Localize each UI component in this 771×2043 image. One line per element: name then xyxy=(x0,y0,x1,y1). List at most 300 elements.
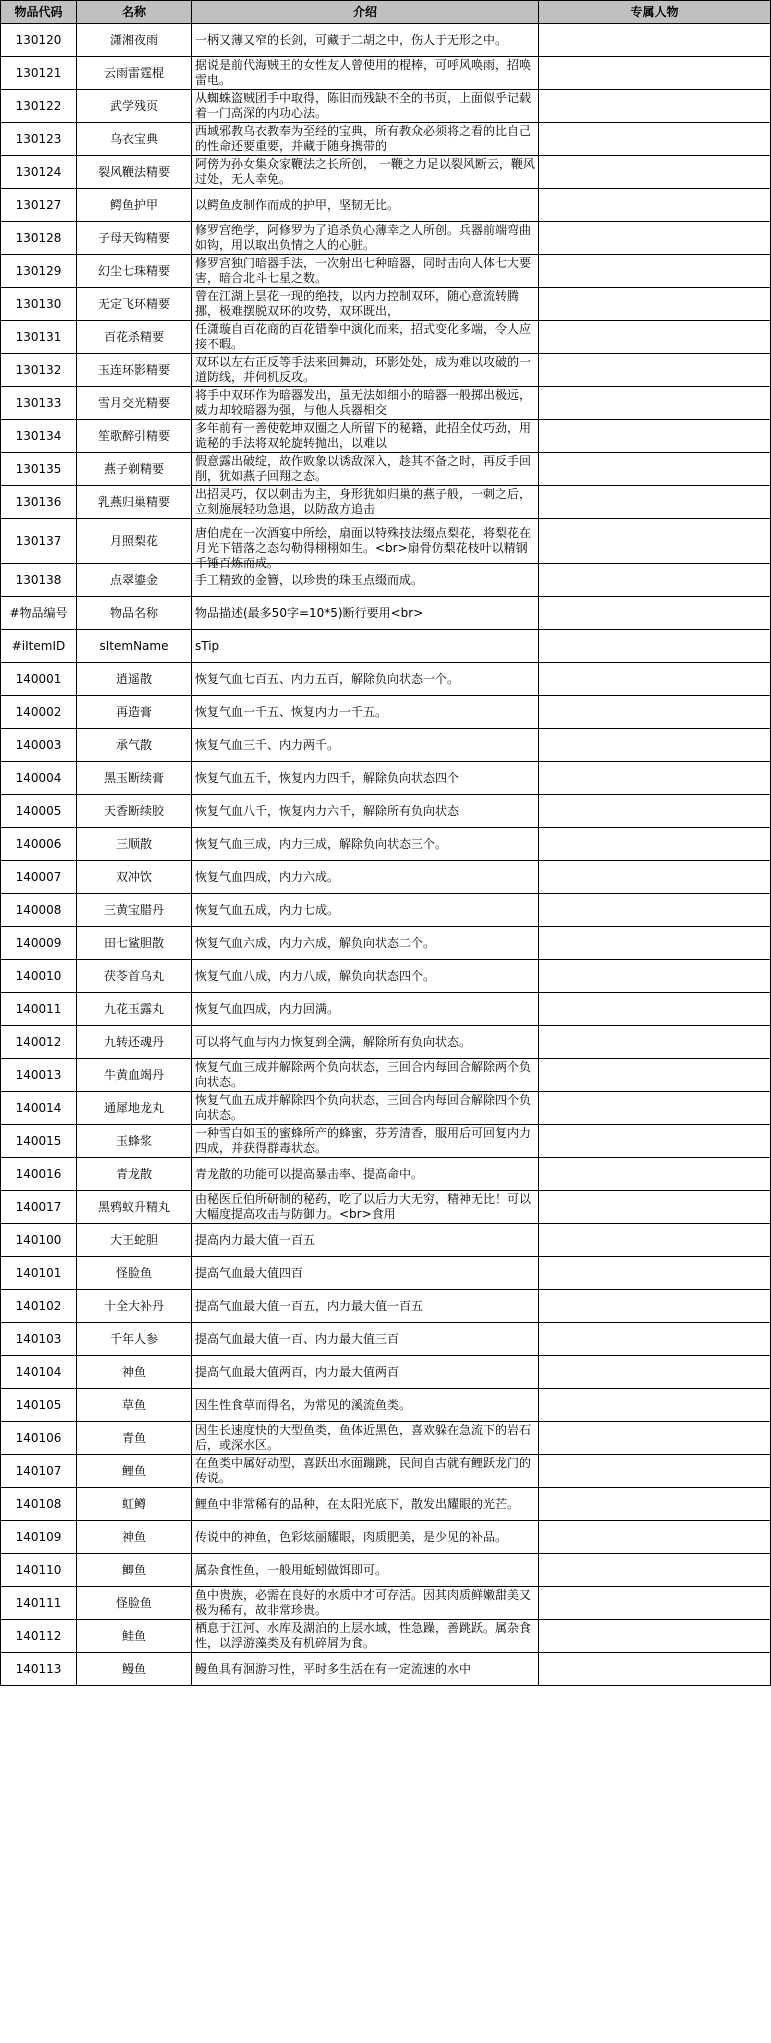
header-row xyxy=(1,1,771,24)
cell-item-name[interactable]: 乌衣宝典 xyxy=(77,123,192,156)
cell-item-name[interactable]: 茯苓首乌丸 xyxy=(77,960,192,993)
cell-item-code[interactable]: 140009 xyxy=(1,927,77,960)
table-row[interactable] xyxy=(1,894,771,927)
cell-item-name[interactable]: 鲫鱼 xyxy=(77,1554,192,1587)
table-row[interactable] xyxy=(1,288,771,321)
cell-item-description-text: 恢复气血八成，内力八成，解负向状态四个。 xyxy=(195,968,436,983)
cell-item-description[interactable] xyxy=(192,795,539,828)
cell-item-description[interactable] xyxy=(192,486,539,519)
cell-item-code[interactable]: 140100 xyxy=(1,1224,77,1257)
cell-exclusive-character[interactable] xyxy=(539,519,771,564)
cell-exclusive-character[interactable] xyxy=(539,861,771,894)
cell-item-name[interactable]: 千年人参 xyxy=(77,1323,192,1356)
cell-item-description[interactable] xyxy=(192,1323,539,1356)
cell-item-name[interactable]: 大王蛇胆 xyxy=(77,1224,192,1257)
cell-item-name[interactable]: 月照梨花 xyxy=(77,519,192,564)
cell-item-name[interactable]: 三黄宝腊丹 xyxy=(77,894,192,927)
table-row[interactable] xyxy=(1,123,771,156)
cell-exclusive-character[interactable] xyxy=(539,1356,771,1389)
table-row[interactable] xyxy=(1,1059,771,1092)
cell-item-code[interactable]: 140001 xyxy=(1,663,77,696)
table-row[interactable] xyxy=(1,1257,771,1290)
cell-item-description[interactable] xyxy=(192,1290,539,1323)
cell-exclusive-character[interactable] xyxy=(539,927,771,960)
cell-exclusive-character[interactable] xyxy=(539,255,771,288)
cell-item-description-text: 恢复气血六成，内力六成，解负向状态二个。 xyxy=(195,935,436,950)
cell-item-code[interactable]: 130133 xyxy=(1,387,77,420)
table-row[interactable] xyxy=(1,90,771,123)
cell-item-description-text: 唐伯虎在一次酒宴中所绘，扇面以特殊技法缀点梨花，将梨花在月光下错落之态勾勒得栩栩如生。<br>扇骨仿梨花枝叶以精钢千锤百炼而成。 xyxy=(195,526,532,570)
cell-item-name[interactable]: 神鱼 xyxy=(77,1521,192,1554)
cell-item-description[interactable] xyxy=(192,1620,539,1653)
table-row[interactable] xyxy=(1,1026,771,1059)
cell-item-description[interactable] xyxy=(192,894,539,927)
cell-exclusive-character[interactable] xyxy=(539,354,771,387)
table-row[interactable] xyxy=(1,1488,771,1521)
cell-item-code[interactable]: 140011 xyxy=(1,993,77,1026)
cell-item-code[interactable]: 140110 xyxy=(1,1554,77,1587)
cell-item-name[interactable]: 天香断续胶 xyxy=(77,795,192,828)
cell-item-description-text: 可以将气血与内力恢复到全满，解除所有负向状态。 xyxy=(195,1034,472,1049)
cell-item-description[interactable] xyxy=(192,519,539,570)
cell-item-description-text: 恢复气血三成，内力三成，解除负向状态三个。 xyxy=(195,836,448,851)
cell-item-code[interactable]: 140102 xyxy=(1,1290,77,1323)
cell-item-description[interactable] xyxy=(192,630,539,663)
cell-item-name[interactable]: 鳗鱼 xyxy=(77,1653,192,1686)
cell-item-name[interactable]: 笙歌醉引精要 xyxy=(77,420,192,453)
cell-item-code[interactable]: 140103 xyxy=(1,1323,77,1356)
cell-item-description-text: 双环以左右正反等手法来回舞动，环影处处，成为难以攻破的一道防线，并伺机反攻。 xyxy=(195,355,532,384)
cell-item-name[interactable]: 裂风鞭法精要 xyxy=(77,156,192,189)
cell-item-description-text: 一种雪白如玉的蜜蜂所产的蜂蜜，芬芳清香，服用后可回复内力四成，并获得群毒状态。 xyxy=(195,1126,532,1155)
cell-item-name[interactable]: 神鱼 xyxy=(77,1356,192,1389)
cell-exclusive-character[interactable] xyxy=(539,1092,771,1125)
cell-item-name[interactable]: 乳燕归巢精要 xyxy=(77,486,192,519)
cell-exclusive-character[interactable] xyxy=(539,90,771,123)
cell-exclusive-character[interactable] xyxy=(539,597,771,630)
cell-item-code[interactable]: 140108 xyxy=(1,1488,77,1521)
cell-item-description[interactable] xyxy=(192,993,539,1026)
cell-item-description-text: 鳗鱼具有洄游习性，平时多生活在有一定流速的水中 xyxy=(195,1661,472,1676)
cell-item-name[interactable]: 青龙散 xyxy=(77,1158,192,1191)
cell-item-description-text: 恢复气血三千、内力两千。 xyxy=(195,737,340,752)
cell-item-description-text: 恢复气血五成，内力七成。 xyxy=(195,902,340,917)
cell-exclusive-character[interactable] xyxy=(539,762,771,795)
table-row[interactable] xyxy=(1,1554,771,1587)
cell-item-code[interactable]: 140010 xyxy=(1,960,77,993)
cell-item-name[interactable]: 玉连环影精要 xyxy=(77,354,192,387)
cell-item-name[interactable]: 怪脸鱼 xyxy=(77,1257,192,1290)
cell-item-code[interactable]: 140105 xyxy=(1,1389,77,1422)
cell-exclusive-character[interactable] xyxy=(539,1422,771,1455)
cell-item-name[interactable]: 田七鲨胆散 xyxy=(77,927,192,960)
cell-item-name[interactable]: 黑玉断续膏 xyxy=(77,762,192,795)
cell-item-description-text: 假意露出破绽，故作败象以诱敌深入，趁其不备之时，再反手回削，犹如燕子回翔之态。 xyxy=(195,454,532,483)
cell-item-code[interactable]: 130122 xyxy=(1,90,77,123)
cell-item-description-text: 任潇璇自百花商的百花错拳中演化而来，招式变化多端，令人应接不暇。 xyxy=(195,322,532,351)
cell-exclusive-character[interactable] xyxy=(539,828,771,861)
cell-exclusive-character[interactable] xyxy=(539,189,771,222)
cell-item-description[interactable] xyxy=(192,1356,539,1389)
table-row[interactable] xyxy=(1,1587,771,1620)
cell-exclusive-character[interactable] xyxy=(539,729,771,762)
cell-item-code[interactable]: 130120 xyxy=(1,24,77,57)
cell-item-code[interactable]: 140005 xyxy=(1,795,77,828)
cell-item-code[interactable]: 140109 xyxy=(1,1521,77,1554)
cell-item-code[interactable]: 130127 xyxy=(1,189,77,222)
cell-item-description-text: 鱼中贵族，必需在良好的水质中才可存活。因其肉质鲜嫩甜美又极为稀有，故非常珍贵。 xyxy=(195,1588,532,1617)
table-row[interactable] xyxy=(1,960,771,993)
cell-exclusive-character[interactable] xyxy=(539,123,771,156)
cell-item-code[interactable]: 140003 xyxy=(1,729,77,762)
cell-item-description-text: 阿傍为孙女集众家鞭法之长所创， 一鞭之力足以裂风断云，鞭风过处，无人幸免。 xyxy=(195,157,535,186)
cell-exclusive-character[interactable] xyxy=(539,630,771,663)
table-row[interactable] xyxy=(1,24,771,57)
table-row[interactable] xyxy=(1,486,771,519)
cell-item-name[interactable]: 物品名称 xyxy=(77,597,192,630)
cell-item-code[interactable]: 140006 xyxy=(1,828,77,861)
cell-item-description[interactable] xyxy=(192,387,539,420)
cell-item-description[interactable] xyxy=(192,696,539,729)
cell-item-description[interactable] xyxy=(192,123,539,156)
cell-item-description[interactable] xyxy=(192,1554,539,1587)
cell-item-code[interactable]: 140016 xyxy=(1,1158,77,1191)
cell-item-description[interactable] xyxy=(192,1422,539,1455)
cell-item-description-text: 恢复气血三成并解除两个负向状态，三回合内每回合解除两个负向状态。 xyxy=(195,1060,532,1089)
cell-item-code[interactable]: 130123 xyxy=(1,123,77,156)
cell-item-description-text: 西域邪教乌衣教奉为至经的宝典，所有教众必须将之看的比自己的性命还要重要，并藏于随身携带的 xyxy=(195,124,532,153)
table-row[interactable] xyxy=(1,1422,771,1455)
cell-item-name[interactable]: 鲑鱼 xyxy=(77,1620,192,1653)
table-row[interactable] xyxy=(1,1323,771,1356)
cell-item-description-text: 青龙散的功能可以提高暴击率、提高命中。 xyxy=(195,1166,424,1181)
cell-item-description[interactable] xyxy=(192,1059,539,1092)
cell-exclusive-character[interactable] xyxy=(539,156,771,189)
cell-item-description-text: 曾在江湖上昙花一现的绝技，以内力控制双环，随心意流转腾挪，极难摆脱双环的攻势，双环既出， xyxy=(195,289,520,318)
cell-item-name[interactable]: 通犀地龙丸 xyxy=(77,1092,192,1125)
cell-item-code[interactable]: 140013 xyxy=(1,1059,77,1092)
table-row[interactable] xyxy=(1,1389,771,1422)
table-row[interactable] xyxy=(1,255,771,288)
cell-exclusive-character[interactable] xyxy=(539,1554,771,1587)
cell-item-code[interactable]: 140111 xyxy=(1,1587,77,1620)
cell-item-name[interactable]: 九转还魂丹 xyxy=(77,1026,192,1059)
cell-item-description-text: 提高气血最大值一百五，内力最大值一百五 xyxy=(195,1298,424,1313)
cell-item-name[interactable]: 幻尘七珠精要 xyxy=(77,255,192,288)
cell-exclusive-character[interactable] xyxy=(539,1158,771,1191)
cell-exclusive-character[interactable] xyxy=(539,993,771,1026)
cell-item-name[interactable]: 双冲饮 xyxy=(77,861,192,894)
cell-item-name[interactable]: 九花玉露丸 xyxy=(77,993,192,1026)
cell-item-code[interactable]: 140113 xyxy=(1,1653,77,1686)
cell-item-description-text: sTip xyxy=(195,638,220,653)
cell-exclusive-character[interactable] xyxy=(539,1224,771,1257)
cell-item-description[interactable] xyxy=(192,255,539,288)
cell-item-description[interactable] xyxy=(192,1488,539,1521)
table-row[interactable] xyxy=(1,729,771,762)
cell-exclusive-character[interactable] xyxy=(539,387,771,420)
table-row[interactable] xyxy=(1,927,771,960)
cell-item-code[interactable]: 140112 xyxy=(1,1620,77,1653)
table-row[interactable] xyxy=(1,795,771,828)
cell-item-name[interactable]: 云雨雷霆棍 xyxy=(77,57,192,90)
cell-item-name[interactable]: 雪月交光精要 xyxy=(77,387,192,420)
cell-exclusive-character[interactable] xyxy=(539,288,771,321)
cell-exclusive-character[interactable] xyxy=(539,1389,771,1422)
cell-exclusive-character[interactable] xyxy=(539,1521,771,1554)
cell-item-name[interactable]: 十全大补丹 xyxy=(77,1290,192,1323)
cell-item-code[interactable]: 140017 xyxy=(1,1191,77,1224)
cell-item-code[interactable]: 140004 xyxy=(1,762,77,795)
cell-item-code[interactable]: 140107 xyxy=(1,1455,77,1488)
col-header-description[interactable]: 介绍 xyxy=(192,1,539,24)
table-row[interactable] xyxy=(1,1521,771,1554)
table-row[interactable] xyxy=(1,222,771,255)
cell-item-description[interactable] xyxy=(192,1455,539,1488)
cell-item-code[interactable]: 140007 xyxy=(1,861,77,894)
cell-item-description-text: 因生长速度快的大型鱼类，鱼体近黑色，喜欢躲在急流下的岩石后，或深水区。 xyxy=(195,1423,532,1452)
cell-item-code[interactable]: 130136 xyxy=(1,486,77,519)
cell-item-description-text: 从蜘蛛盗贼团手中取得，陈旧而残缺不全的书页，上面似乎记载着一门高深的内功心法。 xyxy=(195,91,532,120)
cell-exclusive-character[interactable] xyxy=(539,1026,771,1059)
table-row[interactable] xyxy=(1,630,771,663)
cell-item-name[interactable]: 再造膏 xyxy=(77,696,192,729)
cell-item-name[interactable]: 牛黄血竭丹 xyxy=(77,1059,192,1092)
cell-exclusive-character[interactable] xyxy=(539,960,771,993)
cell-item-description-text: 提高气血最大值四百 xyxy=(195,1265,304,1280)
table-row[interactable] xyxy=(1,696,771,729)
cell-exclusive-character[interactable] xyxy=(539,1587,771,1620)
cell-item-name[interactable]: 承气散 xyxy=(77,729,192,762)
cell-item-code[interactable]: 140008 xyxy=(1,894,77,927)
table-row[interactable] xyxy=(1,321,771,354)
cell-exclusive-character[interactable] xyxy=(539,1323,771,1356)
cell-item-description[interactable] xyxy=(192,1092,539,1125)
cell-exclusive-character[interactable] xyxy=(539,663,771,696)
table-row[interactable] xyxy=(1,1125,771,1158)
cell-item-description-text: 提高内力最大值一百五 xyxy=(195,1232,316,1247)
cell-exclusive-character[interactable] xyxy=(539,420,771,453)
table-row[interactable] xyxy=(1,1653,771,1686)
cell-item-code[interactable]: 140104 xyxy=(1,1356,77,1389)
cell-item-code[interactable]: 140002 xyxy=(1,696,77,729)
table-row[interactable] xyxy=(1,387,771,420)
cell-item-description-text: 鲤鱼中非常稀有的品种，在太阳光底下，散发出耀眼的光芒。 xyxy=(195,1496,520,1511)
cell-item-name[interactable]: 草鱼 xyxy=(77,1389,192,1422)
cell-item-description[interactable] xyxy=(192,90,539,123)
cell-item-description-text: 提高气血最大值两百，内力最大值两百 xyxy=(195,1364,400,1379)
cell-exclusive-character[interactable] xyxy=(539,564,771,597)
table-row[interactable] xyxy=(1,1191,771,1224)
cell-item-code[interactable]: 130138 xyxy=(1,564,77,597)
cell-item-name[interactable]: 玉蜂浆 xyxy=(77,1125,192,1158)
cell-item-description[interactable] xyxy=(192,1224,539,1257)
cell-item-description-text: 恢复气血五千，恢复内力四千，解除负向状态四个 xyxy=(195,770,460,785)
cell-exclusive-character[interactable] xyxy=(539,1059,771,1092)
cell-exclusive-character[interactable] xyxy=(539,24,771,57)
table-row[interactable] xyxy=(1,1290,771,1323)
table-row[interactable] xyxy=(1,663,771,696)
table-row[interactable] xyxy=(1,453,771,486)
cell-exclusive-character[interactable] xyxy=(539,453,771,486)
cell-item-name[interactable]: 武学残页 xyxy=(77,90,192,123)
table-row[interactable] xyxy=(1,420,771,453)
cell-exclusive-character[interactable] xyxy=(539,222,771,255)
table-row[interactable] xyxy=(1,189,771,222)
cell-item-description-text: 传说中的神鱼，色彩炫丽耀眼，肉质肥美，是少见的补品。 xyxy=(195,1529,508,1544)
cell-item-code[interactable]: 140101 xyxy=(1,1257,77,1290)
cell-item-description[interactable] xyxy=(192,1653,539,1686)
cell-item-description-text: 多年前有一善使乾坤双圈之人所留下的秘籍，此招全仗巧劲，用诡秘的手法将双轮旋转抛出，以难以 xyxy=(195,421,532,450)
cell-item-code[interactable]: 130130 xyxy=(1,288,77,321)
cell-item-description[interactable] xyxy=(192,453,539,486)
table-row[interactable] xyxy=(1,861,771,894)
cell-item-name[interactable]: 无定飞环精要 xyxy=(77,288,192,321)
cell-item-description[interactable] xyxy=(192,288,539,321)
cell-item-description[interactable] xyxy=(192,1191,539,1224)
cell-item-code[interactable]: 130121 xyxy=(1,57,77,90)
cell-item-description[interactable] xyxy=(192,1521,539,1554)
cell-item-code[interactable]: 130137 xyxy=(1,519,77,564)
cell-item-description-text: 物品描述(最多50字=10*5)断行要用<br> xyxy=(195,605,424,620)
cell-item-description[interactable] xyxy=(192,189,539,222)
cell-item-code[interactable]: #iItemID xyxy=(1,630,77,663)
cell-item-description[interactable] xyxy=(192,321,539,354)
cell-item-description[interactable] xyxy=(192,729,539,762)
cell-exclusive-character[interactable] xyxy=(539,795,771,828)
cell-exclusive-character[interactable] xyxy=(539,321,771,354)
cell-item-name[interactable]: 三顺散 xyxy=(77,828,192,861)
cell-item-description-text: 恢复气血四成，内力六成。 xyxy=(195,869,340,884)
col-header-character[interactable]: 专属人物 xyxy=(539,1,771,24)
cell-item-description[interactable] xyxy=(192,24,539,57)
cell-item-description-text: 提高气血最大值一百、内力最大值三百 xyxy=(195,1331,400,1346)
table-row[interactable] xyxy=(1,1224,771,1257)
col-header-name[interactable]: 名称 xyxy=(77,1,192,24)
cell-item-name[interactable]: 子母天钩精要 xyxy=(77,222,192,255)
cell-item-description-text: 出招灵巧，仅以刺击为主，身形犹如归巢的燕子般，一刺之后，立刻施展轻功急退，以防敌方追击 xyxy=(195,487,532,516)
cell-item-code[interactable]: 130134 xyxy=(1,420,77,453)
table-row[interactable] xyxy=(1,354,771,387)
cell-item-description[interactable] xyxy=(192,927,539,960)
table-row[interactable] xyxy=(1,1455,771,1488)
cell-exclusive-character[interactable] xyxy=(539,1257,771,1290)
cell-item-description[interactable] xyxy=(192,663,539,696)
cell-exclusive-character[interactable] xyxy=(539,57,771,90)
cell-item-description-text: 修罗宫绝学，阿修罗为了追杀负心薄幸之人所创。兵器前端弯曲如钩，用以取出负情之人的心脏。 xyxy=(195,223,532,252)
table-row[interactable] xyxy=(1,1092,771,1125)
cell-item-description[interactable] xyxy=(192,828,539,861)
cell-item-name[interactable]: 点翠鎏金 xyxy=(77,564,192,597)
table-row[interactable] xyxy=(1,1158,771,1191)
table-row[interactable] xyxy=(1,828,771,861)
cell-exclusive-character[interactable] xyxy=(539,486,771,519)
cell-item-description[interactable] xyxy=(192,354,539,387)
cell-item-name[interactable]: 燕子剃精要 xyxy=(77,453,192,486)
cell-item-code[interactable]: 130132 xyxy=(1,354,77,387)
cell-item-code[interactable]: 130128 xyxy=(1,222,77,255)
cell-exclusive-character[interactable] xyxy=(539,1191,771,1224)
cell-exclusive-character[interactable] xyxy=(539,1488,771,1521)
cell-item-description-text: 栖息于江河、水库及湖泊的上层水域，性急躁，善跳跃。属杂食性，以浮游藻类及有机碎屑为食。 xyxy=(195,1621,532,1650)
cell-item-description[interactable] xyxy=(192,1158,539,1191)
table-row[interactable] xyxy=(1,1356,771,1389)
cell-exclusive-character[interactable] xyxy=(539,1125,771,1158)
cell-item-description-text: 恢复气血八千，恢复内力六千，解除所有负向状态 xyxy=(195,803,460,818)
cell-item-code[interactable]: 130131 xyxy=(1,321,77,354)
table-row[interactable] xyxy=(1,564,771,597)
table-row[interactable] xyxy=(1,1620,771,1653)
cell-item-description[interactable] xyxy=(192,861,539,894)
cell-item-description[interactable] xyxy=(192,762,539,795)
cell-item-description-text: 因生性食草而得名，为常见的溪流鱼类。 xyxy=(195,1397,412,1412)
cell-exclusive-character[interactable] xyxy=(539,1290,771,1323)
cell-item-description-text: 恢复气血一千五、恢复内力一千五。 xyxy=(195,704,388,719)
cell-item-code[interactable]: 130135 xyxy=(1,453,77,486)
cell-item-description-text: 由秘医丘伯所研制的秘药，吃了以后力大无穷，精神无比！可以大幅度提高攻击与防御力。<br>食用 xyxy=(195,1192,532,1221)
cell-item-name[interactable]: 逍遥散 xyxy=(77,663,192,696)
cell-item-description-text: 一柄又薄又窄的长剑，可藏于二胡之中，伤人于无形之中。 xyxy=(195,32,508,47)
cell-item-description-text: 将手中双环作为暗器发出，虽无法如细小的暗器一般掷出极远，威力却较暗器为强，与他人兵器相交 xyxy=(195,388,532,417)
table-row[interactable] xyxy=(1,597,771,630)
cell-item-description[interactable] xyxy=(192,597,539,630)
cell-item-name[interactable]: 鳄鱼护甲 xyxy=(77,189,192,222)
cell-item-name[interactable]: sItemName xyxy=(77,630,192,663)
cell-exclusive-character[interactable] xyxy=(539,1653,771,1686)
cell-item-code[interactable]: 140014 xyxy=(1,1092,77,1125)
cell-item-name[interactable]: 虹鳟 xyxy=(77,1488,192,1521)
col-header-code[interactable]: 物品代码 xyxy=(1,1,77,24)
cell-exclusive-character[interactable] xyxy=(539,1455,771,1488)
cell-exclusive-character[interactable] xyxy=(539,894,771,927)
cell-item-description-text: 属杂食性鱼，一般用蚯蚓做饵即可。 xyxy=(195,1562,388,1577)
cell-item-name[interactable]: 潇湘夜雨 xyxy=(77,24,192,57)
cell-item-code[interactable]: 130124 xyxy=(1,156,77,189)
cell-item-description[interactable] xyxy=(192,1026,539,1059)
cell-item-description[interactable] xyxy=(192,420,539,453)
cell-item-description[interactable] xyxy=(192,1389,539,1422)
cell-item-description[interactable] xyxy=(192,960,539,993)
table-row[interactable] xyxy=(1,993,771,1026)
cell-item-description-text: 恢复气血七百五、内力五百，解除负向状态一个。 xyxy=(195,671,460,686)
cell-item-description[interactable] xyxy=(192,1587,539,1620)
cell-item-description[interactable] xyxy=(192,1257,539,1290)
cell-item-description[interactable] xyxy=(192,156,539,189)
table-row[interactable] xyxy=(1,57,771,90)
cell-item-code[interactable]: #物品编号 xyxy=(1,597,77,630)
cell-item-description-text: 据说是前代海贼王的女性友人曾使用的棍棒，可呼风唤雨，招唤雷电。 xyxy=(195,58,532,87)
cell-item-code[interactable]: 140012 xyxy=(1,1026,77,1059)
cell-item-description[interactable] xyxy=(192,57,539,90)
cell-item-code[interactable]: 140106 xyxy=(1,1422,77,1455)
cell-item-description-text: 在鱼类中属好动型，喜跃出水面蹦跳，民间自古就有鲤跃龙门的传说。 xyxy=(195,1456,532,1485)
cell-item-name[interactable]: 青鱼 xyxy=(77,1422,192,1455)
cell-item-code[interactable]: 140015 xyxy=(1,1125,77,1158)
cell-item-name[interactable]: 鲤鱼 xyxy=(77,1455,192,1488)
table-row[interactable] xyxy=(1,519,771,564)
table-row[interactable] xyxy=(1,762,771,795)
cell-item-description[interactable] xyxy=(192,1125,539,1158)
cell-item-name[interactable]: 百花杀精要 xyxy=(77,321,192,354)
cell-exclusive-character[interactable] xyxy=(539,696,771,729)
cell-item-name[interactable]: 黑鸦蚁升精丸 xyxy=(77,1191,192,1224)
cell-item-description[interactable] xyxy=(192,222,539,255)
cell-exclusive-character[interactable] xyxy=(539,1620,771,1653)
cell-item-code[interactable]: 130129 xyxy=(1,255,77,288)
cell-item-description-text: 恢复气血五成并解除四个负向状态，三回合内每回合解除四个负向状态。 xyxy=(195,1093,532,1122)
table-row[interactable] xyxy=(1,156,771,189)
cell-item-name[interactable]: 怪脸鱼 xyxy=(77,1587,192,1620)
